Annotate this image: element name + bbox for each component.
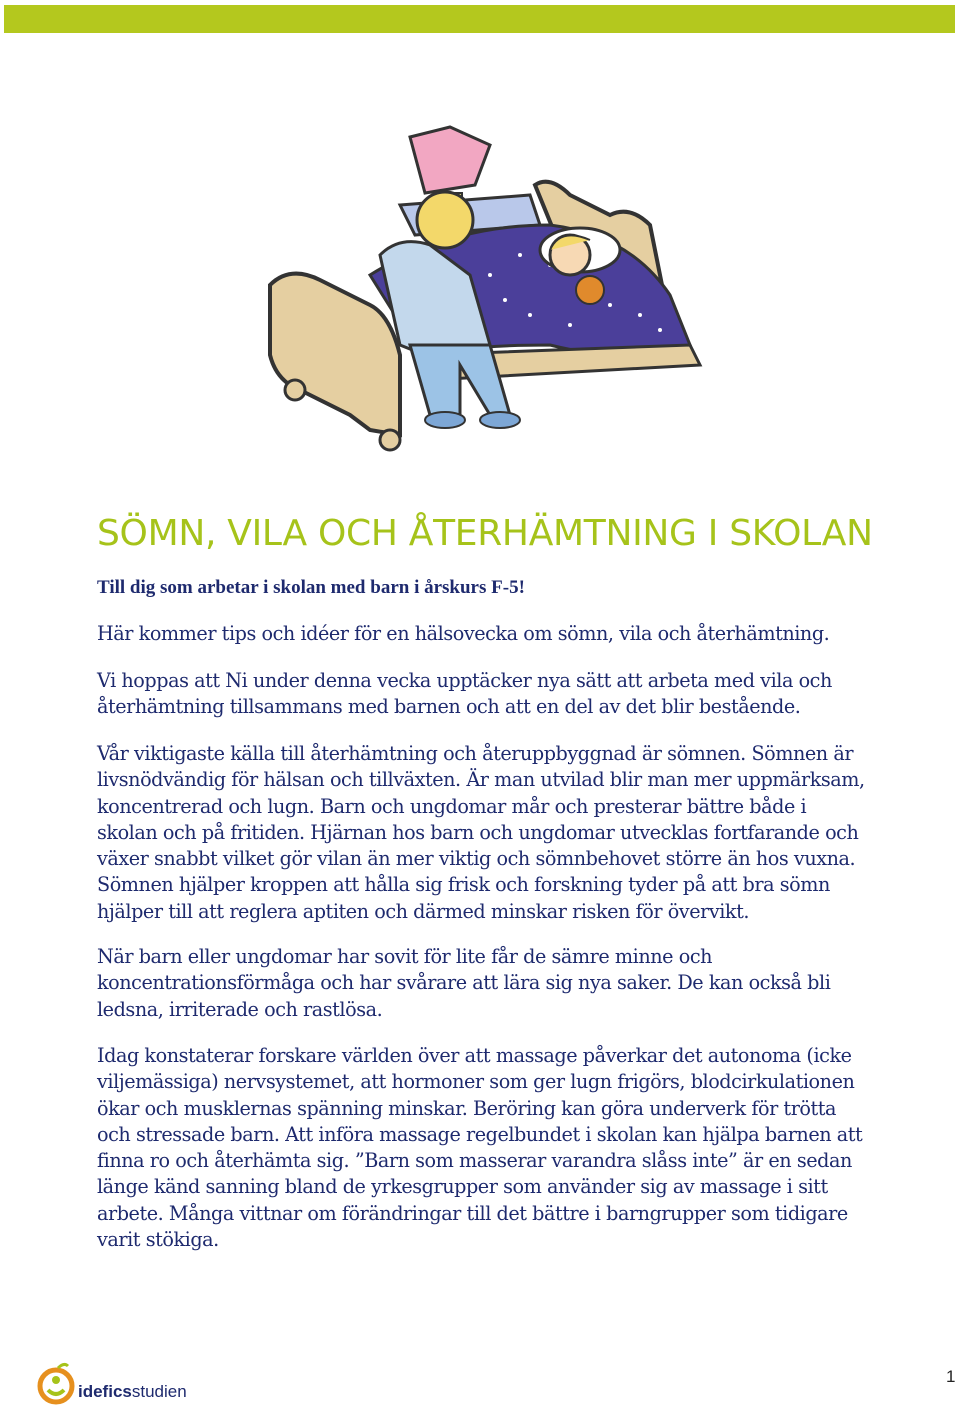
page-number: 1	[946, 1367, 956, 1386]
bedtime-illustration-icon	[250, 115, 710, 475]
paragraph-intro: Här kommer tips och idéer för en hälsovecka om sömn, vila och återhämtning.	[97, 622, 830, 645]
header-bar	[4, 5, 955, 33]
footer-logo-text	[78, 1382, 187, 1402]
paragraph-sleep-deprivation: När barn eller ungdomar har sovit för lite får de sämre minne och koncentrationsförmåga och har svårare att lära sig nya saker. De kan också bli ledsna, irriterade och rastlösa.	[97, 945, 831, 1021]
page-subtitle: Till dig som arbetar i skolan med barn i årskurs F-5!	[97, 577, 525, 598]
logo-rest: studien	[131, 1382, 187, 1401]
page-title: SÖMN, VILA OCH ÅTERHÄMTNING I SKOLAN	[97, 513, 873, 554]
logo-bold: idefics	[78, 1382, 132, 1401]
paragraph-hope: Vi hoppas att Ni under denna vecka upptäcker nya sätt att arbeta med vila och återhämtning tillsammans med barnen och att en del av det blir bestående.	[97, 669, 832, 719]
paragraph-sleep-importance: Vår viktigaste källa till återhämtning och återuppbyggnad är sömnen. Sömnen är livsnödvändig för hälsan och tillväxten. Är man utvilad blir man mer uppmärksam, koncentrerad och lugn. Barn och ungdomar mår och presterar bättre både i skolan och på fritiden. Hjärnan hos barn och ungdomar utvecklas fortfarande och växer snabbt vilket gör vilan än mer viktig och sömnbehovet större än hos vuxna. Sömnen hjälper kroppen att hålla sig frisk och forskning tyder på att bra sömn hjälper till att reglera aptiten och därmed minskar risken för övervikt.	[97, 742, 865, 923]
paragraph-massage: Idag konstaterar forskare världen över att massage påverkar det autonoma (icke viljemässiga) nervsystemet, att hormoner som ger lugn frigörs, blodcirkulationen ökar och musklernas spänning minskar. Beröring kan göra underverk för trötta och stressade barn. Att införa massage regelbundet i skolan kan hjälpa barnen att finna ro och återhämta sig. ”Barn som masserar varandra slåss inte” är en sedan länge känd sanning bland de yrkesgrupper som använder sig av massage i sitt arbete. Många vittnar om förändringar till det bättre i barngrupper som tidigare varit stökiga.	[97, 1044, 863, 1252]
